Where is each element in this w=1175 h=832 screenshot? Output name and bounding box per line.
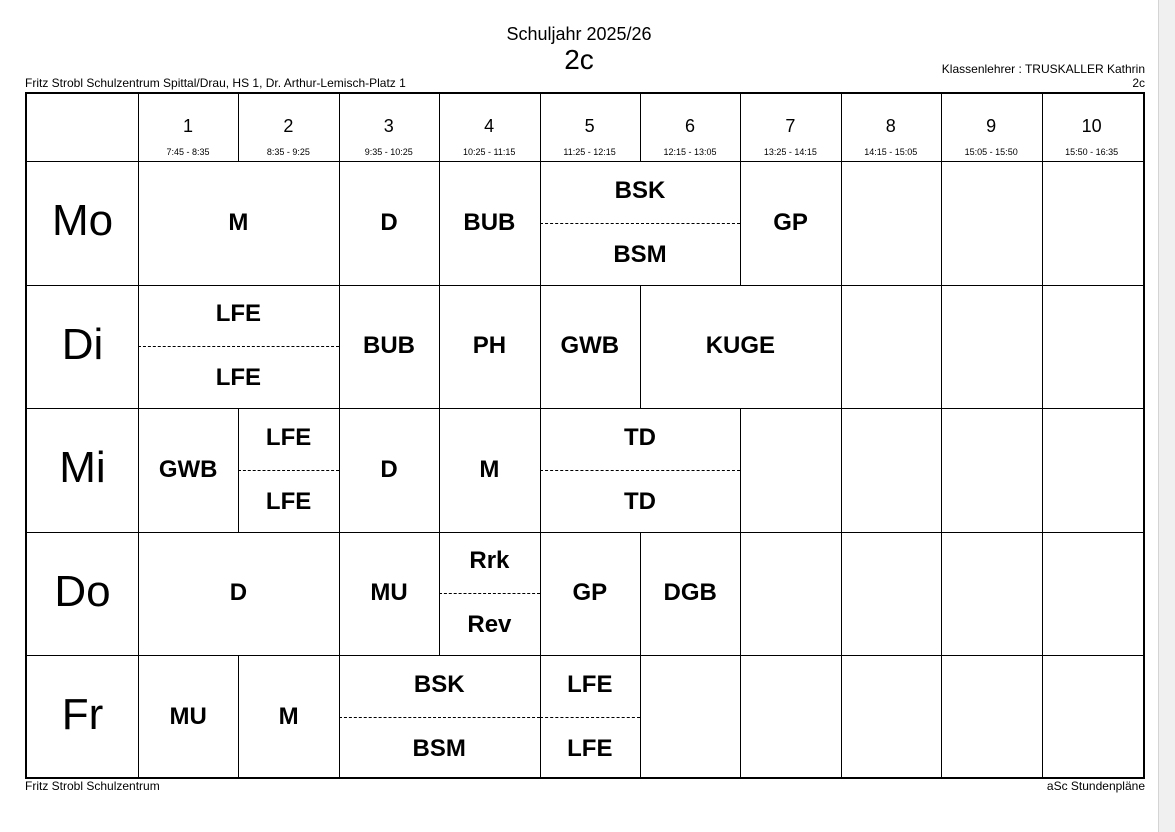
day-label: Fr (61, 690, 104, 739)
period-time: 12:15 - 13:05 (663, 147, 717, 157)
period-time: 15:50 - 16:35 (1065, 147, 1119, 157)
day-row-divider (27, 408, 1143, 409)
day-label: Do (54, 566, 111, 616)
lesson-subject-bottom: LFE (567, 734, 613, 762)
split-divider (540, 223, 741, 224)
cell-divider (841, 532, 842, 656)
day-label: Di (61, 319, 104, 369)
footer-software: aSc Stundenpläne (1046, 779, 1145, 793)
lesson-subject-bottom: TD (623, 487, 656, 515)
lesson-subject-top: LFE (215, 300, 262, 328)
period-time: 11:25 - 12:15 (563, 147, 616, 157)
day-column-divider (138, 94, 139, 777)
lesson-subject: GP (773, 208, 808, 236)
cell-divider (1042, 532, 1043, 656)
cell-divider (841, 285, 842, 409)
period-time: 14:15 - 15:05 (864, 147, 918, 157)
school-year-title: Schuljahr 2025/26 (506, 24, 652, 44)
cell-divider (1042, 285, 1043, 409)
day-row-divider (27, 532, 1143, 533)
day-row-divider (27, 655, 1143, 656)
period-number: 6 (684, 116, 695, 136)
day-row-divider (27, 285, 1143, 286)
class-label: 2c (1132, 76, 1145, 90)
lesson-subject: GP (572, 579, 608, 607)
lesson-subject-top: BSK (614, 176, 666, 204)
class-title: 2c (564, 44, 594, 75)
lesson-subject-bottom: LFE (265, 487, 312, 515)
period-time: 13:25 - 14:15 (763, 147, 817, 157)
cell-divider (941, 285, 942, 409)
lesson-subject-top: BSK (413, 670, 465, 698)
lesson-subject: MU (169, 702, 207, 730)
lesson-subject: D (380, 208, 398, 236)
split-divider (540, 717, 640, 718)
lesson-subject: DGB (663, 579, 717, 607)
cell-divider (841, 161, 842, 285)
period-time: 7:45 - 8:35 (166, 147, 210, 157)
cell-divider (1042, 161, 1043, 285)
split-divider (540, 470, 741, 471)
cell-divider (740, 532, 741, 656)
cell-divider (841, 655, 842, 779)
lesson-subject: BUB (362, 332, 415, 360)
lesson-subject: PH (472, 332, 507, 360)
lesson-subject: GWB (560, 332, 620, 360)
cell-divider (941, 532, 942, 656)
lesson-subject-top: LFE (265, 423, 312, 451)
period-number: 3 (383, 116, 394, 136)
lesson-subject-bottom: Rev (467, 611, 512, 639)
lesson-subject: KUGE (705, 332, 776, 360)
period-time: 9:35 - 10:25 (364, 147, 413, 157)
lesson-subject-bottom: LFE (215, 364, 262, 392)
split-divider (238, 470, 338, 471)
school-address: Fritz Strobl Schulzentrum Spittal/Drau, HS 1, Dr. Arthur-Lemisch-Platz 1 (25, 76, 406, 90)
lesson-subject: GWB (158, 455, 218, 483)
period-time: 10:25 - 11:15 (463, 147, 516, 157)
day-label: Mi (59, 443, 106, 492)
split-divider (339, 717, 540, 718)
split-divider (138, 346, 339, 347)
period-number: 9 (986, 116, 997, 136)
cell-divider (1042, 408, 1043, 532)
period-number: 5 (584, 116, 595, 136)
period-number: 10 (1081, 116, 1102, 136)
lesson-subject: MU (370, 579, 408, 607)
window-edge (1158, 0, 1175, 832)
cell-divider (841, 408, 842, 532)
lesson-subject: D (380, 455, 398, 483)
footer-school: Fritz Strobl Schulzentrum (25, 779, 160, 793)
period-number: 7 (785, 116, 796, 136)
lesson-subject: M (228, 208, 249, 236)
lesson-subject-bottom: BSM (412, 734, 466, 762)
day-label: Mo (51, 196, 114, 245)
lesson-subject: M (278, 702, 299, 730)
lesson-subject-top: LFE (567, 670, 613, 698)
cell-divider (941, 655, 942, 779)
cell-divider (740, 655, 741, 779)
cell-divider (1042, 655, 1043, 779)
lesson-subject: M (479, 455, 500, 483)
lesson-subject-bottom: BSM (613, 240, 667, 268)
period-number: 8 (885, 116, 896, 136)
period-time: 15:05 - 15:50 (964, 147, 1018, 157)
period-number: 4 (484, 116, 495, 136)
class-teacher: Klassenlehrer : TRUSKALLER Kathrin (941, 62, 1145, 76)
lesson-subject: D (229, 579, 248, 607)
lesson-subject: BUB (463, 208, 516, 236)
cell-divider (640, 655, 641, 779)
lesson-subject-top: Rrk (469, 547, 510, 575)
period-time: 8:35 - 9:25 (266, 147, 310, 157)
timetable-grid (25, 92, 1145, 779)
cell-divider (740, 408, 741, 532)
period-number: 1 (182, 116, 193, 136)
lesson-subject-top: TD (623, 423, 656, 451)
cell-divider (941, 161, 942, 285)
period-number: 2 (283, 116, 294, 136)
header-divider (27, 161, 1143, 162)
split-divider (439, 593, 539, 594)
cell-divider (941, 408, 942, 532)
